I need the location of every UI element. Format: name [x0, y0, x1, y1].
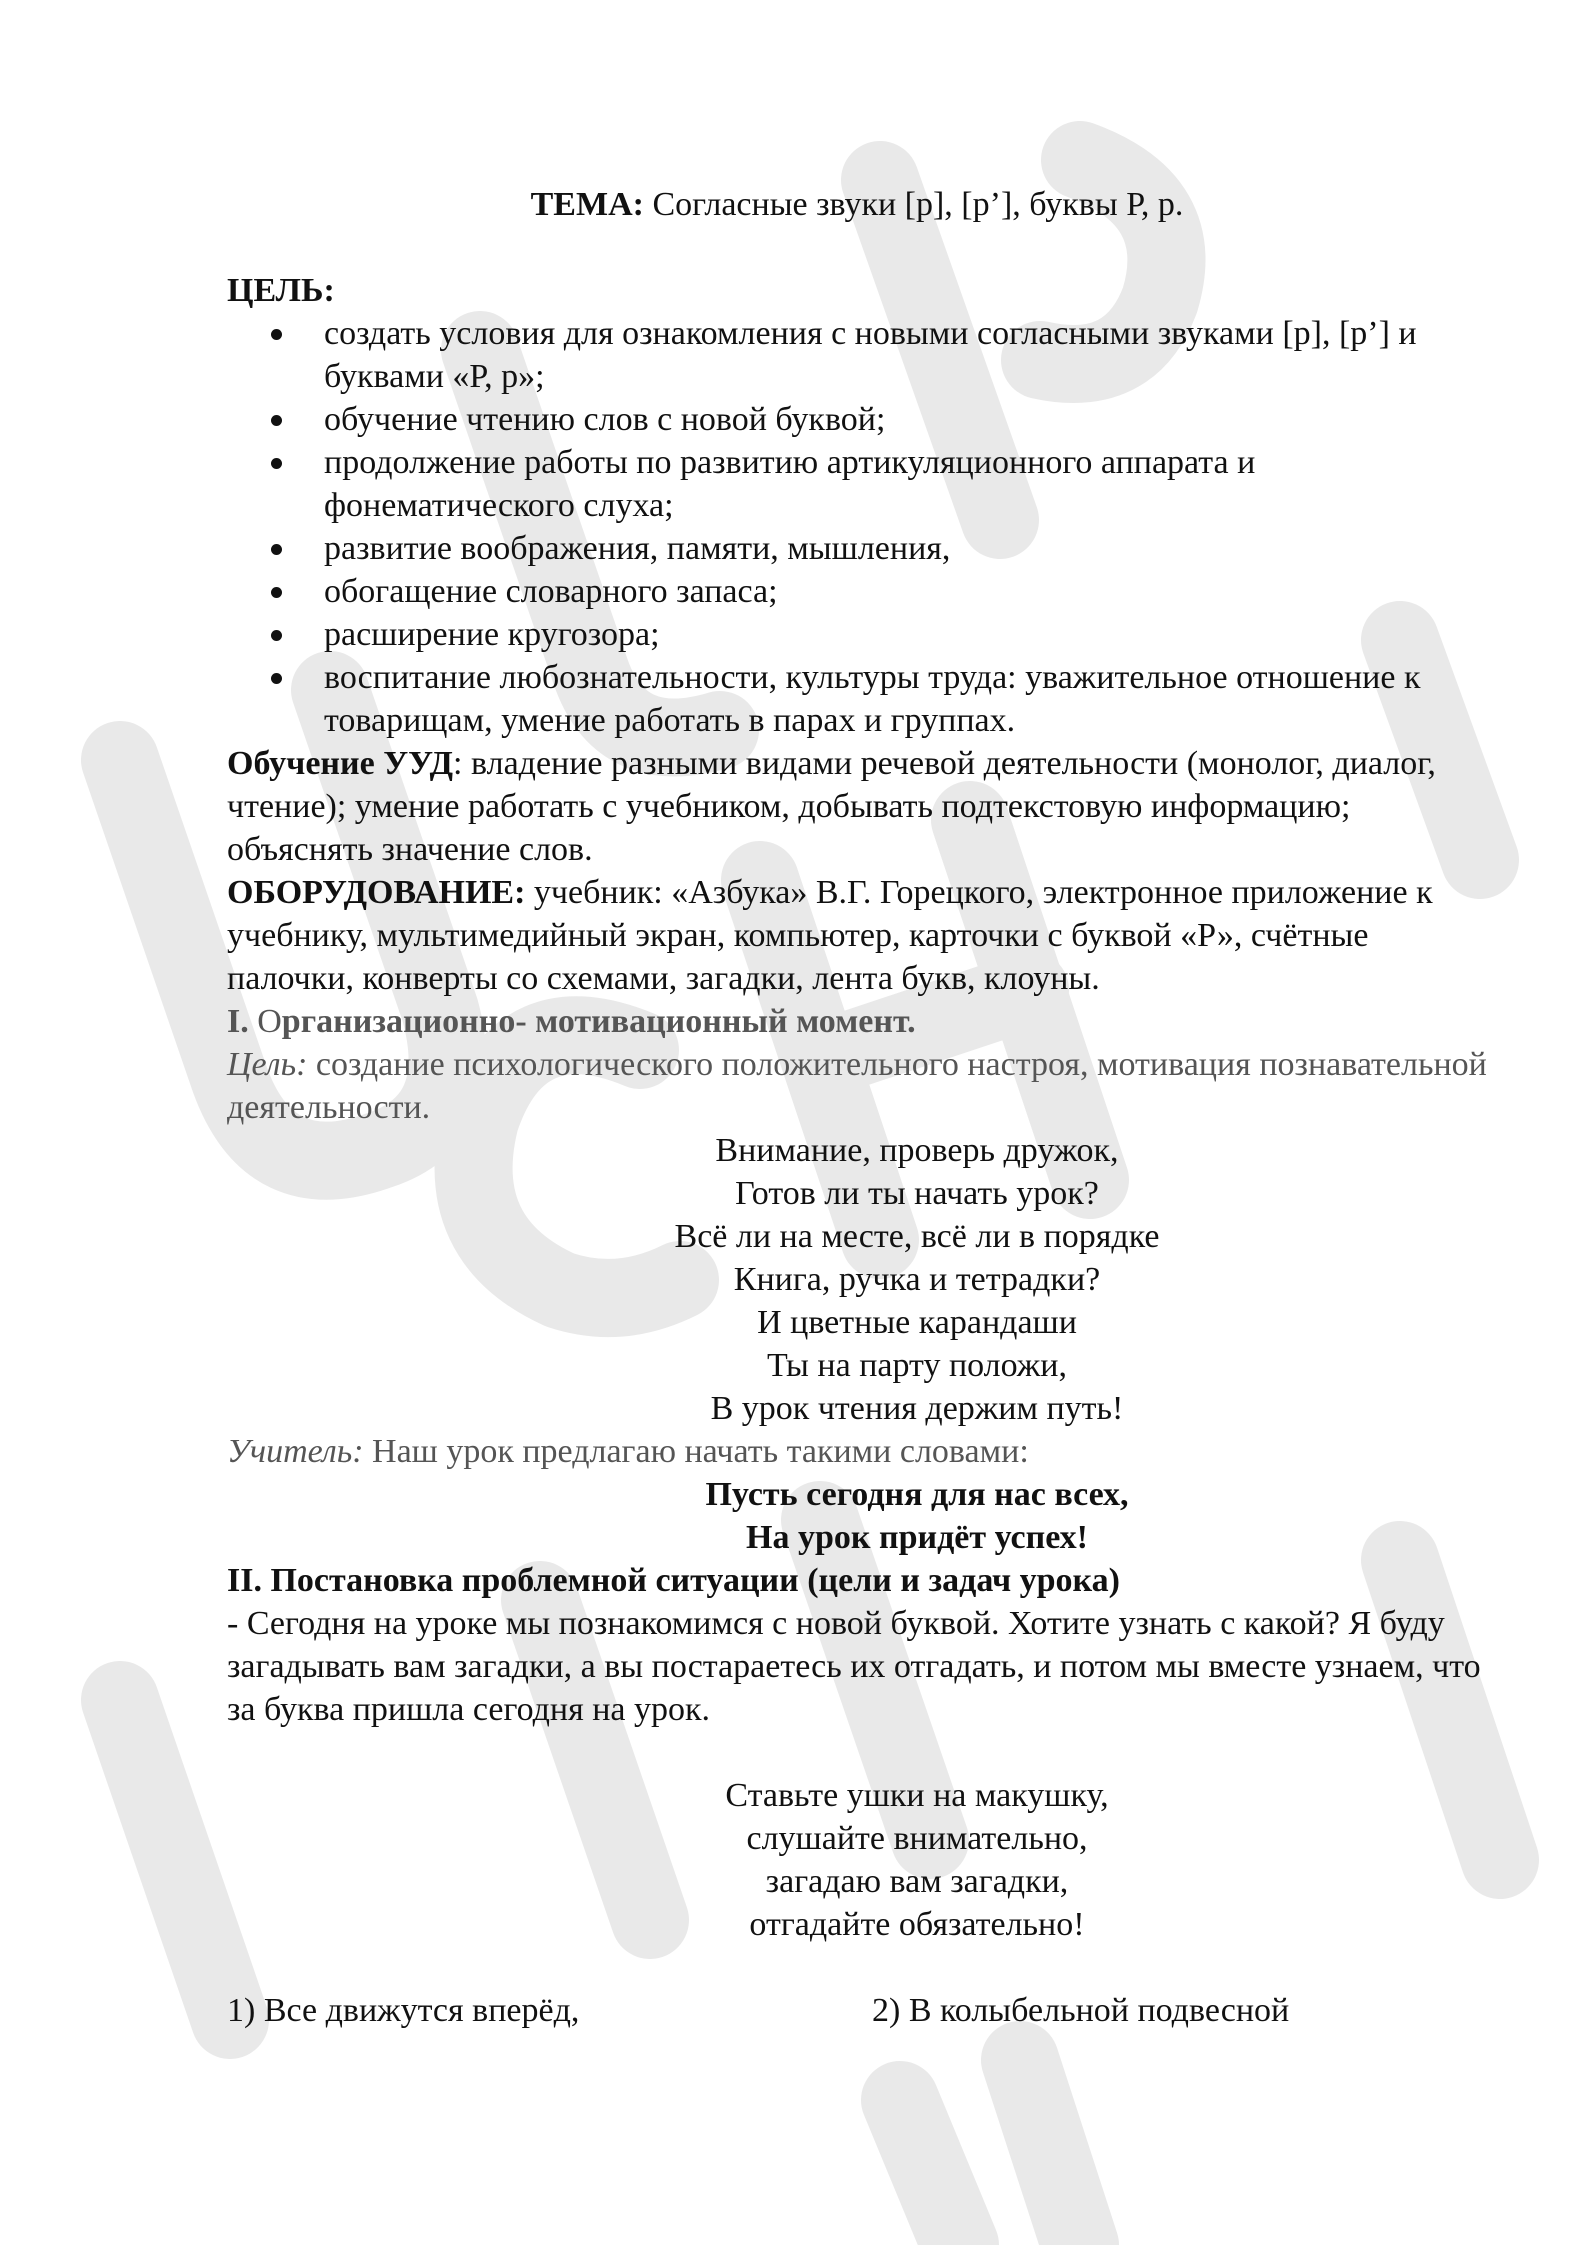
lesson-plan-document: [227, 183, 1487, 2032]
poem-line: слушайте внимательно,: [746, 1820, 1088, 1857]
teacher-text: Наш урок предлагаю начать такими словами:: [363, 1433, 1029, 1470]
topic-text: Согласные звуки [р], [р’], буквы Р, р.: [643, 186, 1184, 223]
uud-label: Обучение УУД: [227, 745, 454, 782]
riddles-row: [227, 1989, 1487, 2032]
poem-line: Ставьте ушки на макушку,: [725, 1777, 1109, 1814]
poem-greeting: [227, 1129, 1487, 1430]
equipment-label: ОБОРУДОВАНИЕ:: [227, 874, 526, 911]
bullet-icon: [271, 415, 282, 426]
poem-line: загадаю вам загадки,: [765, 1863, 1069, 1900]
list-item: воспитание любознательности, культуры труда: уважительное отношение к товарищам, умение работать в парах и группах.: [324, 656, 1487, 742]
bullet-icon: [271, 329, 282, 340]
poem-line: В урок чтения держим путь!: [710, 1390, 1124, 1427]
poem-line: отгадайте обязательно!: [749, 1906, 1085, 1943]
poem-line: Всё ли на месте, всё ли в порядке: [674, 1218, 1160, 1255]
poem-line: Внимание, проверь дружок,: [715, 1132, 1119, 1169]
goal-list: [227, 312, 1487, 742]
list-item: расширение кругозора;: [324, 613, 1487, 656]
poem-line: И цветные карандаши: [757, 1304, 1077, 1341]
spacer: [227, 226, 1487, 269]
poem-line: Ты на парту положи,: [766, 1347, 1067, 1384]
bullet-icon: [271, 630, 282, 641]
section1-goal-text: создание психологического положительного настроя, мотивация познавательной деятельности.: [227, 1046, 1487, 1126]
section1-heading: I. Организационно- мотивационный момент.: [227, 1003, 916, 1040]
section1-goal-label: Цель:: [227, 1046, 308, 1083]
spacer: [227, 1731, 1487, 1774]
equipment-paragraph: [227, 871, 1487, 1000]
list-item: обогащение словарного запаса;: [324, 570, 1487, 613]
teacher-label: Учитель:: [227, 1433, 364, 1470]
spacer: [227, 1946, 1487, 1989]
poem-riddle-intro: [227, 1774, 1487, 1946]
motto: [227, 1473, 1487, 1559]
poem-line: Книга, ручка и тетрадки?: [733, 1261, 1101, 1298]
riddle-1: 1) Все движутся вперёд,: [227, 1992, 580, 2029]
poem-line: Готов ли ты начать урок?: [735, 1175, 1099, 1212]
list-item: продолжение работы по развитию артикуляционного аппарата и фонематического слуха;: [324, 441, 1487, 527]
equipment-text: учебник: «Азбука» В.Г. Горецкого, электронное приложение к учебнику, мультимедийный экран, компьютер, карточки с буквой «Р», счётные палочки, конверты со схемами, загадки, лента букв, клоуны.: [227, 874, 1433, 997]
topic-label: ТЕМА:: [530, 186, 644, 223]
bullet-icon: [271, 458, 282, 469]
goal-label: ЦЕЛЬ:: [227, 272, 335, 309]
section2-text: - Сегодня на уроке мы познакомимся с новой буквой. Хотите узнать с какой? Я буду загадывать вам загадки, а вы постараетесь их отгадать, и потом мы вместе узнаем, что за буква пришла сегодня на урок.: [227, 1605, 1481, 1728]
bullet-icon: [271, 544, 282, 555]
uud-paragraph: [227, 742, 1487, 871]
motto-line: На урок придёт успех!: [746, 1519, 1088, 1556]
teacher-line: [227, 1430, 1487, 1473]
motto-line: Пусть сегодня для нас всех,: [705, 1476, 1129, 1513]
section2-heading: II. Постановка проблемной ситуации (цели и задач урока): [227, 1562, 1120, 1599]
bullet-icon: [271, 587, 282, 598]
list-item: создать условия для ознакомления с новыми согласными звуками [р], [р’] и буквами «Р, р»;: [324, 312, 1487, 398]
bullet-icon: [271, 673, 282, 684]
list-item: развитие воображения, памяти, мышления,: [324, 527, 1487, 570]
topic-line: [227, 183, 1487, 226]
riddle-2: 2) В колыбельной подвесной: [872, 1992, 1290, 2029]
list-item: обучение чтению слов с новой буквой;: [324, 398, 1487, 441]
section1-goal: [227, 1043, 1487, 1129]
uud-text: : владение разными видами речевой деятельности (монолог, диалог, чтение); умение работать с учебником, добывать подтекстовую информацию; объяснять значение слов.: [227, 745, 1436, 868]
